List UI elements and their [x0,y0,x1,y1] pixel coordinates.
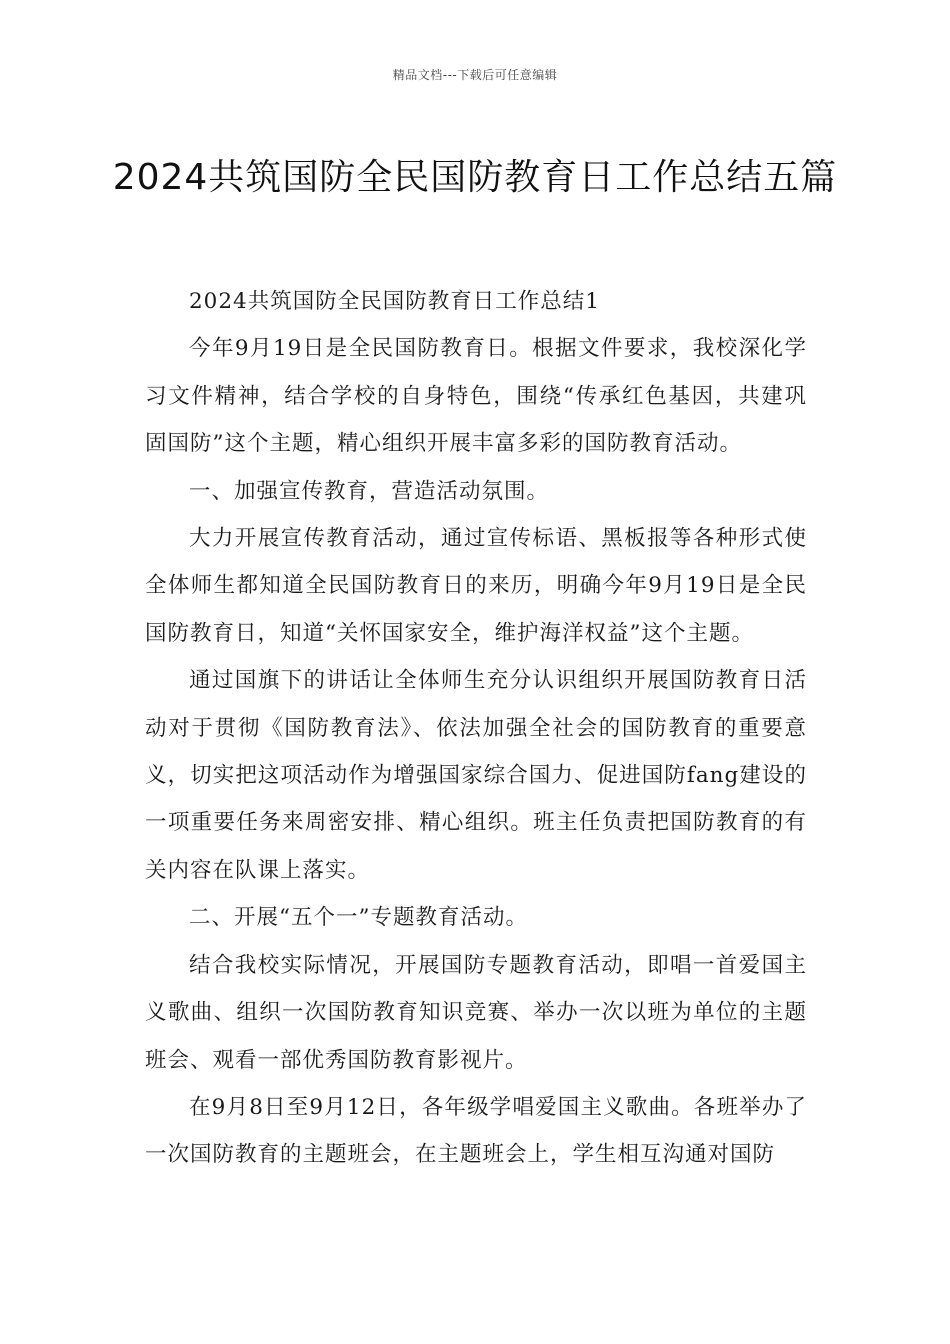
paragraph: 在9月8日至9月12日，各年级学唱爱国主义歌曲。各班举办了一次国防教育的主题班会，在主题班会上，学生相互沟通对国防 [145,1094,807,1168]
paragraph: 结合我校实际情况，开展国防专题教育活动，即唱一首爱国主义歌曲、组织一次国防教育知识竞赛、举办一次以班为单位的主题班会、观看一部优秀国防教育影视片。 [145,952,807,1073]
sub-heading: 二、开展“五个一”专题教育活动。 [189,905,528,931]
paragraph: 通过国旗下的讲话让全体师生充分认识组织开展国防教育日活动对于贯彻《国防教育法》、依法加强全社会的国防教育的重要意义，切实把这项活动作为增强国家综合国力、促进国防fang建设的一项重要任务来周密安排、精心组织。班主任负责把国防教育的有关内容在队课上落实。 [145,668,807,883]
document-title: 2024共筑国防全民国防教育日工作总结五篇 [112,157,838,199]
sub-heading: 一、加强宣传教育，营造活动氛围。 [189,478,550,504]
paragraph: 大力开展宣传教育活动，通过宣传标语、黑板报等各种形式使全体师生都知道全民国防教育日的来历，明确今年9月19日是全民国防教育日，知道“关怀国家安全，维护海洋权益”这个主题。 [145,526,807,646]
page-header-note: 精品文档---下载后可任意编辑 [392,68,558,82]
paragraph: 今年9月19日是全民国防教育日。根据文件要求，我校深化学习文件精神，结合学校的自身特色，围绕“传承红色基因，共建巩固国防”这个主题，精心组织开展丰富多彩的国防教育活动。 [145,336,807,457]
document-body [145,278,807,1179]
section-heading: 2024共筑国防全民国防教育日工作总结1 [189,289,600,314]
